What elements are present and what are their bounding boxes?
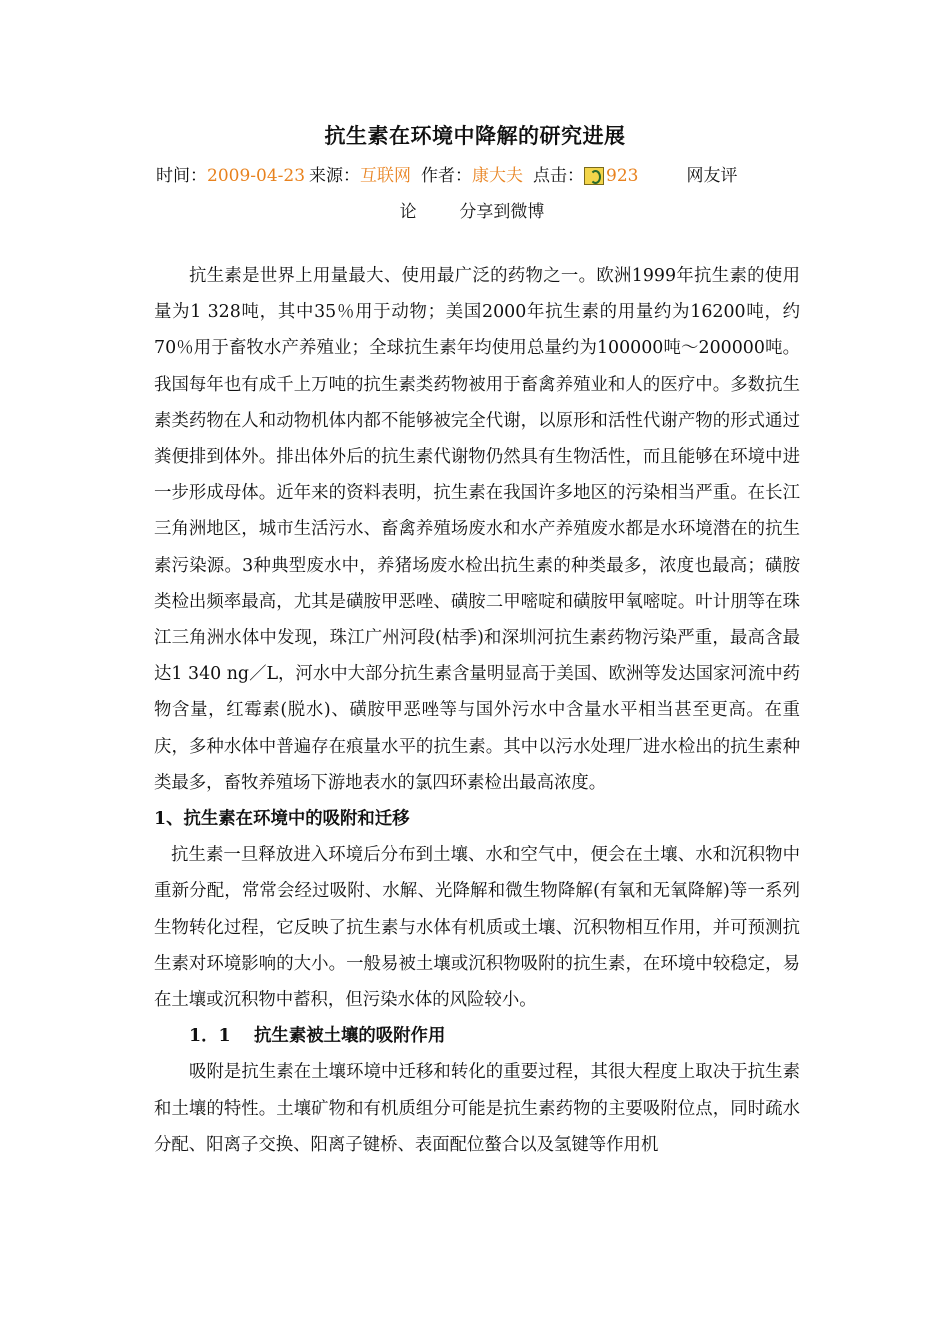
source-link[interactable]: 互联网: [360, 166, 412, 186]
article-meta: [156, 158, 798, 230]
time-value: 2009-04-23: [207, 166, 306, 186]
author-label: 作者：: [421, 166, 473, 186]
section-heading-1-1: 1．1 抗生素被土壤的吸附作用: [189, 1026, 446, 1047]
source-label: 来源：: [309, 166, 361, 186]
share-weibo-link[interactable]: 分享到微博: [459, 202, 545, 222]
meta-row-2: [156, 194, 798, 230]
meta-row: [156, 158, 798, 194]
paragraph-intro: 抗生素是世界上用量最大、使用最广泛的药物之一。欧洲1999年抗生素的使用量为1 328吨，其中35％用于动物；美国2000年抗生素的用量约为16200吨，约70％用于畜牧水产养殖业；全球抗生素年均使用总量约为100000吨～200000吨。我国每年也有成千上万吨的抗生素类药物被用于畜禽养殖业和人的医疗中。多数抗生素类药物在人和动物机体内都不能够被完全代谢，以原形和活性代谢产物的形式通过粪便排到体外。排出体外后的抗生素代谢物仍然具有生物活性，而且能够在环境中进一步形成母体。近年来的资料表明，抗生素在我国许多地区的污染相当严重。在长江三角洲地区，城市生活污水、畜禽养殖场废水和水产养殖废水都是水环境潜在的抗生素污染源。3种典型废水中，养猪场废水检出抗生素的种类最多，浓度也最高；磺胺类检出频率最高，尤其是磺胺甲恶唑、磺胺二甲嘧啶和磺胺甲氧嘧啶。叶计朋等在珠江三角洲水体中发现，珠江广州河段(枯季)和深圳河抗生素药物污染严重，最高含最达1 340 ng／L，河水中大部分抗生素含量明显高于美国、欧洲等发达国家河流中药物含量，红霉素(脱水)、磺胺甲恶唑等与国外污水中含量水平相当甚至更高。在重庆，多种水体中普遍存在痕量水平的抗生素。其中以污水处理厂进水检出的抗生素种类最多，畜牧养殖场下游地表水的氯四环素检出最高浓度。: [154, 266, 800, 793]
counter-icon: [584, 167, 604, 185]
article-title: 抗生素在环境中降解的研究进展: [324, 123, 626, 148]
clicks-label: 点击：: [533, 166, 585, 186]
paragraph-section-1-1: 吸附是抗生素在土壤环境中迁移和转化的重要过程，其很大程度上取决于抗生素和土壤的特性。土壤矿物和有机质组分可能是抗生素药物的主要吸附位点，同时疏水分配、阳离子交换、阳离子键桥、表面配位螯合以及氢键等作用机: [154, 1062, 800, 1155]
article-body: [154, 258, 800, 1163]
comment-link-part2[interactable]: 论: [399, 202, 417, 222]
clicks-value: 923: [606, 166, 639, 186]
time-label: 时间：: [156, 166, 207, 186]
comment-link-part1[interactable]: 网友评: [686, 166, 738, 186]
author-link[interactable]: 康大夫: [472, 166, 524, 186]
section-heading-1: 1、抗生素在环境中的吸附和迁移: [154, 809, 410, 830]
paragraph-section-1: 抗生素一旦释放进入环境后分布到土壤、水和空气中，便会在土壤、水和沉积物中重新分配，常常会经过吸附、水解、光降解和微生物降解(有氧和无氧降解)等一系列生物转化过程，它反映了抗生素与水体有机质或土壤、沉积物相互作用，并可预测抗生素对环境影响的大小。一般易被土壤或沉积物吸附的抗生素，在环境中较稳定，易在土壤或沉积物中蓄积，但污染水体的风险较小。: [154, 845, 800, 1011]
